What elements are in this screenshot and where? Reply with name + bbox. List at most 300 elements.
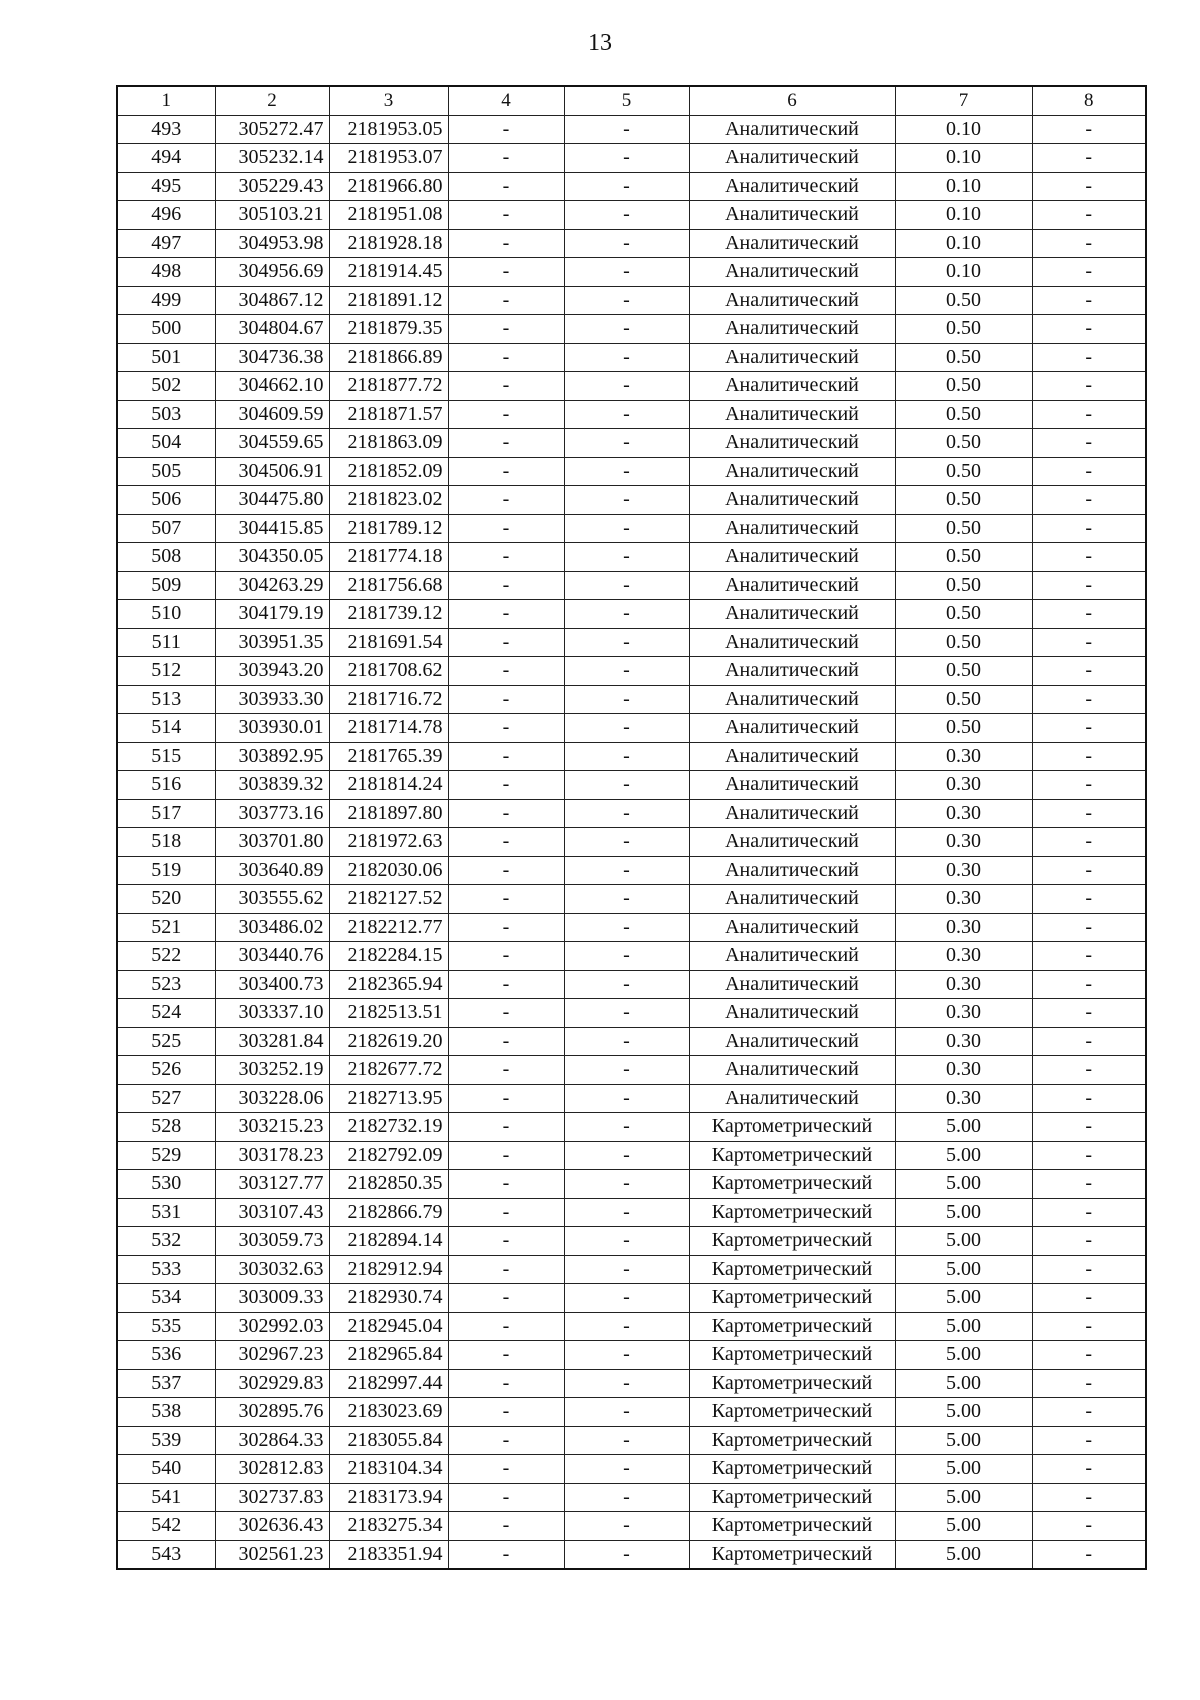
col8-cell: - bbox=[1032, 543, 1146, 572]
table-row bbox=[117, 1512, 1146, 1541]
accuracy-cell: 0.50 bbox=[895, 628, 1032, 657]
accuracy-cell: 0.30 bbox=[895, 999, 1032, 1028]
table-row bbox=[117, 1227, 1146, 1256]
x-coordinate-cell: 302737.83 bbox=[215, 1483, 329, 1512]
accuracy-cell: 5.00 bbox=[895, 1170, 1032, 1199]
col8-cell: - bbox=[1032, 1369, 1146, 1398]
col4-cell: - bbox=[448, 1312, 564, 1341]
col5-cell: - bbox=[564, 1369, 689, 1398]
col8-cell: - bbox=[1032, 1426, 1146, 1455]
col8-cell: - bbox=[1032, 1198, 1146, 1227]
y-coordinate-cell: 2182894.14 bbox=[329, 1227, 448, 1256]
method-cell: Аналитический bbox=[689, 315, 895, 344]
y-coordinate-cell: 2181863.09 bbox=[329, 429, 448, 458]
col8-cell: - bbox=[1032, 828, 1146, 857]
x-coordinate-cell: 302864.33 bbox=[215, 1426, 329, 1455]
col5-cell: - bbox=[564, 1113, 689, 1142]
header-cell: 3 bbox=[329, 86, 448, 115]
accuracy-cell: 0.30 bbox=[895, 942, 1032, 971]
method-cell: Аналитический bbox=[689, 942, 895, 971]
x-coordinate-cell: 303486.02 bbox=[215, 913, 329, 942]
x-coordinate-cell: 302636.43 bbox=[215, 1512, 329, 1541]
x-coordinate-cell: 303951.35 bbox=[215, 628, 329, 657]
accuracy-cell: 0.10 bbox=[895, 258, 1032, 287]
table-header-row bbox=[117, 86, 1146, 115]
col4-cell: - bbox=[448, 828, 564, 857]
x-coordinate-cell: 305229.43 bbox=[215, 172, 329, 201]
col5-cell: - bbox=[564, 628, 689, 657]
y-coordinate-cell: 2182513.51 bbox=[329, 999, 448, 1028]
col4-cell: - bbox=[448, 657, 564, 686]
method-cell: Аналитический bbox=[689, 115, 895, 144]
x-coordinate-cell: 303640.89 bbox=[215, 856, 329, 885]
table-row bbox=[117, 229, 1146, 258]
table-row bbox=[117, 1426, 1146, 1455]
table-row bbox=[117, 1284, 1146, 1313]
table-row bbox=[117, 1198, 1146, 1227]
col8-cell: - bbox=[1032, 343, 1146, 372]
accuracy-cell: 5.00 bbox=[895, 1255, 1032, 1284]
y-coordinate-cell: 2182713.95 bbox=[329, 1084, 448, 1113]
point-number-cell: 494 bbox=[117, 144, 215, 173]
method-cell: Аналитический bbox=[689, 1027, 895, 1056]
point-number-cell: 537 bbox=[117, 1369, 215, 1398]
table-row bbox=[117, 856, 1146, 885]
point-number-cell: 527 bbox=[117, 1084, 215, 1113]
col4-cell: - bbox=[448, 429, 564, 458]
y-coordinate-cell: 2181897.80 bbox=[329, 799, 448, 828]
col8-cell: - bbox=[1032, 1398, 1146, 1427]
col4-cell: - bbox=[448, 286, 564, 315]
col8-cell: - bbox=[1032, 229, 1146, 258]
table-row bbox=[117, 1540, 1146, 1569]
method-cell: Аналитический bbox=[689, 514, 895, 543]
x-coordinate-cell: 304736.38 bbox=[215, 343, 329, 372]
method-cell: Аналитический bbox=[689, 229, 895, 258]
col4-cell: - bbox=[448, 970, 564, 999]
point-number-cell: 518 bbox=[117, 828, 215, 857]
method-cell: Картометрический bbox=[689, 1540, 895, 1569]
table-row bbox=[117, 1084, 1146, 1113]
point-number-cell: 502 bbox=[117, 372, 215, 401]
method-cell: Аналитический bbox=[689, 714, 895, 743]
col5-cell: - bbox=[564, 970, 689, 999]
y-coordinate-cell: 2181866.89 bbox=[329, 343, 448, 372]
col5-cell: - bbox=[564, 799, 689, 828]
col8-cell: - bbox=[1032, 1113, 1146, 1142]
y-coordinate-cell: 2182732.19 bbox=[329, 1113, 448, 1142]
col5-cell: - bbox=[564, 714, 689, 743]
point-number-cell: 541 bbox=[117, 1483, 215, 1512]
method-cell: Картометрический bbox=[689, 1198, 895, 1227]
table-row bbox=[117, 970, 1146, 999]
accuracy-cell: 0.30 bbox=[895, 1056, 1032, 1085]
y-coordinate-cell: 2181877.72 bbox=[329, 372, 448, 401]
method-cell: Картометрический bbox=[689, 1170, 895, 1199]
y-coordinate-cell: 2183173.94 bbox=[329, 1483, 448, 1512]
x-coordinate-cell: 303215.23 bbox=[215, 1113, 329, 1142]
col8-cell: - bbox=[1032, 856, 1146, 885]
y-coordinate-cell: 2182365.94 bbox=[329, 970, 448, 999]
point-number-cell: 510 bbox=[117, 600, 215, 629]
y-coordinate-cell: 2182912.94 bbox=[329, 1255, 448, 1284]
col5-cell: - bbox=[564, 144, 689, 173]
point-number-cell: 540 bbox=[117, 1455, 215, 1484]
col4-cell: - bbox=[448, 115, 564, 144]
y-coordinate-cell: 2182945.04 bbox=[329, 1312, 448, 1341]
x-coordinate-cell: 302561.23 bbox=[215, 1540, 329, 1569]
x-coordinate-cell: 303892.95 bbox=[215, 742, 329, 771]
table-row bbox=[117, 144, 1146, 173]
method-cell: Аналитический bbox=[689, 913, 895, 942]
x-coordinate-cell: 303773.16 bbox=[215, 799, 329, 828]
table-row bbox=[117, 514, 1146, 543]
table-row bbox=[117, 628, 1146, 657]
x-coordinate-cell: 303337.10 bbox=[215, 999, 329, 1028]
accuracy-cell: 0.10 bbox=[895, 144, 1032, 173]
method-cell: Картометрический bbox=[689, 1426, 895, 1455]
accuracy-cell: 0.50 bbox=[895, 600, 1032, 629]
accuracy-cell: 0.10 bbox=[895, 115, 1032, 144]
col8-cell: - bbox=[1032, 885, 1146, 914]
y-coordinate-cell: 2182284.15 bbox=[329, 942, 448, 971]
x-coordinate-cell: 302812.83 bbox=[215, 1455, 329, 1484]
point-number-cell: 509 bbox=[117, 571, 215, 600]
x-coordinate-cell: 304475.80 bbox=[215, 486, 329, 515]
accuracy-cell: 0.50 bbox=[895, 429, 1032, 458]
table-row bbox=[117, 942, 1146, 971]
header-cell: 8 bbox=[1032, 86, 1146, 115]
point-number-cell: 536 bbox=[117, 1341, 215, 1370]
method-cell: Картометрический bbox=[689, 1113, 895, 1142]
col5-cell: - bbox=[564, 856, 689, 885]
method-cell: Аналитический bbox=[689, 429, 895, 458]
col4-cell: - bbox=[448, 1398, 564, 1427]
y-coordinate-cell: 2181756.68 bbox=[329, 571, 448, 600]
y-coordinate-cell: 2181914.45 bbox=[329, 258, 448, 287]
col5-cell: - bbox=[564, 1141, 689, 1170]
point-number-cell: 538 bbox=[117, 1398, 215, 1427]
method-cell: Аналитический bbox=[689, 571, 895, 600]
x-coordinate-cell: 303178.23 bbox=[215, 1141, 329, 1170]
point-number-cell: 496 bbox=[117, 201, 215, 230]
col4-cell: - bbox=[448, 457, 564, 486]
method-cell: Картометрический bbox=[689, 1369, 895, 1398]
accuracy-cell: 0.50 bbox=[895, 657, 1032, 686]
y-coordinate-cell: 2182792.09 bbox=[329, 1141, 448, 1170]
point-number-cell: 499 bbox=[117, 286, 215, 315]
col8-cell: - bbox=[1032, 799, 1146, 828]
col4-cell: - bbox=[448, 999, 564, 1028]
y-coordinate-cell: 2182127.52 bbox=[329, 885, 448, 914]
accuracy-cell: 5.00 bbox=[895, 1341, 1032, 1370]
col8-cell: - bbox=[1032, 942, 1146, 971]
accuracy-cell: 0.10 bbox=[895, 229, 1032, 258]
col5-cell: - bbox=[564, 1398, 689, 1427]
x-coordinate-cell: 304179.19 bbox=[215, 600, 329, 629]
col8-cell: - bbox=[1032, 913, 1146, 942]
x-coordinate-cell: 305272.47 bbox=[215, 115, 329, 144]
col4-cell: - bbox=[448, 571, 564, 600]
method-cell: Аналитический bbox=[689, 172, 895, 201]
col5-cell: - bbox=[564, 600, 689, 629]
y-coordinate-cell: 2183275.34 bbox=[329, 1512, 448, 1541]
table-row bbox=[117, 1113, 1146, 1142]
y-coordinate-cell: 2181789.12 bbox=[329, 514, 448, 543]
col4-cell: - bbox=[448, 1512, 564, 1541]
col5-cell: - bbox=[564, 1255, 689, 1284]
accuracy-cell: 0.50 bbox=[895, 571, 1032, 600]
x-coordinate-cell: 304662.10 bbox=[215, 372, 329, 401]
header-cell: 5 bbox=[564, 86, 689, 115]
point-number-cell: 529 bbox=[117, 1141, 215, 1170]
col8-cell: - bbox=[1032, 1284, 1146, 1313]
col4-cell: - bbox=[448, 343, 564, 372]
table-row bbox=[117, 400, 1146, 429]
x-coordinate-cell: 303281.84 bbox=[215, 1027, 329, 1056]
point-number-cell: 513 bbox=[117, 685, 215, 714]
col5-cell: - bbox=[564, 429, 689, 458]
table-row bbox=[117, 1341, 1146, 1370]
col5-cell: - bbox=[564, 1455, 689, 1484]
accuracy-cell: 0.50 bbox=[895, 543, 1032, 572]
col8-cell: - bbox=[1032, 429, 1146, 458]
col5-cell: - bbox=[564, 1341, 689, 1370]
col5-cell: - bbox=[564, 1227, 689, 1256]
y-coordinate-cell: 2181739.12 bbox=[329, 600, 448, 629]
col5-cell: - bbox=[564, 258, 689, 287]
col8-cell: - bbox=[1032, 1027, 1146, 1056]
col4-cell: - bbox=[448, 201, 564, 230]
x-coordinate-cell: 303440.76 bbox=[215, 942, 329, 971]
col8-cell: - bbox=[1032, 1084, 1146, 1113]
col4-cell: - bbox=[448, 1170, 564, 1199]
col5-cell: - bbox=[564, 543, 689, 572]
table-row bbox=[117, 543, 1146, 572]
point-number-cell: 503 bbox=[117, 400, 215, 429]
table-row bbox=[117, 457, 1146, 486]
x-coordinate-cell: 305232.14 bbox=[215, 144, 329, 173]
col4-cell: - bbox=[448, 856, 564, 885]
col5-cell: - bbox=[564, 372, 689, 401]
point-number-cell: 523 bbox=[117, 970, 215, 999]
col4-cell: - bbox=[448, 1540, 564, 1569]
col5-cell: - bbox=[564, 1284, 689, 1313]
col5-cell: - bbox=[564, 1483, 689, 1512]
table-row bbox=[117, 771, 1146, 800]
col5-cell: - bbox=[564, 343, 689, 372]
point-number-cell: 530 bbox=[117, 1170, 215, 1199]
y-coordinate-cell: 2183104.34 bbox=[329, 1455, 448, 1484]
x-coordinate-cell: 304956.69 bbox=[215, 258, 329, 287]
method-cell: Аналитический bbox=[689, 685, 895, 714]
col5-cell: - bbox=[564, 1198, 689, 1227]
col8-cell: - bbox=[1032, 628, 1146, 657]
x-coordinate-cell: 303107.43 bbox=[215, 1198, 329, 1227]
point-number-cell: 498 bbox=[117, 258, 215, 287]
point-number-cell: 516 bbox=[117, 771, 215, 800]
y-coordinate-cell: 2182619.20 bbox=[329, 1027, 448, 1056]
accuracy-cell: 0.30 bbox=[895, 856, 1032, 885]
col8-cell: - bbox=[1032, 486, 1146, 515]
x-coordinate-cell: 304609.59 bbox=[215, 400, 329, 429]
col4-cell: - bbox=[448, 685, 564, 714]
table-row bbox=[117, 913, 1146, 942]
point-number-cell: 512 bbox=[117, 657, 215, 686]
accuracy-cell: 5.00 bbox=[895, 1284, 1032, 1313]
point-number-cell: 515 bbox=[117, 742, 215, 771]
table-row bbox=[117, 1141, 1146, 1170]
col5-cell: - bbox=[564, 828, 689, 857]
col4-cell: - bbox=[448, 1284, 564, 1313]
accuracy-cell: 5.00 bbox=[895, 1512, 1032, 1541]
col4-cell: - bbox=[448, 514, 564, 543]
col5-cell: - bbox=[564, 1540, 689, 1569]
col4-cell: - bbox=[448, 742, 564, 771]
method-cell: Аналитический bbox=[689, 628, 895, 657]
y-coordinate-cell: 2181953.05 bbox=[329, 115, 448, 144]
header-cell: 1 bbox=[117, 86, 215, 115]
x-coordinate-cell: 304867.12 bbox=[215, 286, 329, 315]
col4-cell: - bbox=[448, 1084, 564, 1113]
col8-cell: - bbox=[1032, 1455, 1146, 1484]
y-coordinate-cell: 2182212.77 bbox=[329, 913, 448, 942]
method-cell: Аналитический bbox=[689, 856, 895, 885]
y-coordinate-cell: 2181966.80 bbox=[329, 172, 448, 201]
table-row bbox=[117, 115, 1146, 144]
point-number-cell: 495 bbox=[117, 172, 215, 201]
y-coordinate-cell: 2183023.69 bbox=[329, 1398, 448, 1427]
x-coordinate-cell: 303032.63 bbox=[215, 1255, 329, 1284]
point-number-cell: 525 bbox=[117, 1027, 215, 1056]
point-number-cell: 505 bbox=[117, 457, 215, 486]
table-row bbox=[117, 1255, 1146, 1284]
method-cell: Аналитический bbox=[689, 543, 895, 572]
col4-cell: - bbox=[448, 1198, 564, 1227]
point-number-cell: 533 bbox=[117, 1255, 215, 1284]
point-number-cell: 500 bbox=[117, 315, 215, 344]
header-cell: 2 bbox=[215, 86, 329, 115]
col8-cell: - bbox=[1032, 286, 1146, 315]
point-number-cell: 531 bbox=[117, 1198, 215, 1227]
col5-cell: - bbox=[564, 1170, 689, 1199]
method-cell: Аналитический bbox=[689, 970, 895, 999]
accuracy-cell: 0.50 bbox=[895, 315, 1032, 344]
col4-cell: - bbox=[448, 372, 564, 401]
col5-cell: - bbox=[564, 457, 689, 486]
accuracy-cell: 0.30 bbox=[895, 913, 1032, 942]
col8-cell: - bbox=[1032, 1255, 1146, 1284]
method-cell: Аналитический bbox=[689, 1084, 895, 1113]
col5-cell: - bbox=[564, 1512, 689, 1541]
accuracy-cell: 0.50 bbox=[895, 286, 1032, 315]
accuracy-cell: 0.30 bbox=[895, 1027, 1032, 1056]
col4-cell: - bbox=[448, 628, 564, 657]
accuracy-cell: 0.30 bbox=[895, 885, 1032, 914]
point-number-cell: 514 bbox=[117, 714, 215, 743]
x-coordinate-cell: 303252.19 bbox=[215, 1056, 329, 1085]
table-row bbox=[117, 1027, 1146, 1056]
method-cell: Картометрический bbox=[689, 1284, 895, 1313]
y-coordinate-cell: 2182866.79 bbox=[329, 1198, 448, 1227]
col4-cell: - bbox=[448, 1369, 564, 1398]
method-cell: Картометрический bbox=[689, 1398, 895, 1427]
table-row bbox=[117, 1483, 1146, 1512]
col5-cell: - bbox=[564, 657, 689, 686]
col4-cell: - bbox=[448, 1227, 564, 1256]
y-coordinate-cell: 2181691.54 bbox=[329, 628, 448, 657]
col8-cell: - bbox=[1032, 685, 1146, 714]
point-number-cell: 519 bbox=[117, 856, 215, 885]
col5-cell: - bbox=[564, 885, 689, 914]
col5-cell: - bbox=[564, 742, 689, 771]
accuracy-cell: 0.30 bbox=[895, 771, 1032, 800]
col8-cell: - bbox=[1032, 400, 1146, 429]
method-cell: Аналитический bbox=[689, 1056, 895, 1085]
point-number-cell: 508 bbox=[117, 543, 215, 572]
method-cell: Аналитический bbox=[689, 771, 895, 800]
col4-cell: - bbox=[448, 543, 564, 572]
y-coordinate-cell: 2182030.06 bbox=[329, 856, 448, 885]
y-coordinate-cell: 2181871.57 bbox=[329, 400, 448, 429]
table-row bbox=[117, 315, 1146, 344]
col4-cell: - bbox=[448, 885, 564, 914]
point-number-cell: 511 bbox=[117, 628, 215, 657]
accuracy-cell: 0.50 bbox=[895, 372, 1032, 401]
accuracy-cell: 0.50 bbox=[895, 343, 1032, 372]
point-number-cell: 542 bbox=[117, 1512, 215, 1541]
accuracy-cell: 0.50 bbox=[895, 486, 1032, 515]
table-row bbox=[117, 343, 1146, 372]
x-coordinate-cell: 303059.73 bbox=[215, 1227, 329, 1256]
col5-cell: - bbox=[564, 1426, 689, 1455]
col5-cell: - bbox=[564, 1056, 689, 1085]
col8-cell: - bbox=[1032, 315, 1146, 344]
col4-cell: - bbox=[448, 229, 564, 258]
method-cell: Картометрический bbox=[689, 1141, 895, 1170]
accuracy-cell: 0.50 bbox=[895, 714, 1032, 743]
x-coordinate-cell: 303933.30 bbox=[215, 685, 329, 714]
x-coordinate-cell: 303228.06 bbox=[215, 1084, 329, 1113]
table-body bbox=[117, 86, 1146, 1569]
method-cell: Аналитический bbox=[689, 657, 895, 686]
table-row bbox=[117, 1312, 1146, 1341]
method-cell: Аналитический bbox=[689, 799, 895, 828]
col4-cell: - bbox=[448, 1113, 564, 1142]
method-cell: Аналитический bbox=[689, 343, 895, 372]
point-number-cell: 539 bbox=[117, 1426, 215, 1455]
col4-cell: - bbox=[448, 172, 564, 201]
accuracy-cell: 0.50 bbox=[895, 685, 1032, 714]
col8-cell: - bbox=[1032, 1056, 1146, 1085]
col4-cell: - bbox=[448, 486, 564, 515]
col5-cell: - bbox=[564, 115, 689, 144]
accuracy-cell: 5.00 bbox=[895, 1369, 1032, 1398]
col5-cell: - bbox=[564, 400, 689, 429]
y-coordinate-cell: 2181774.18 bbox=[329, 543, 448, 572]
table-row bbox=[117, 201, 1146, 230]
col5-cell: - bbox=[564, 999, 689, 1028]
method-cell: Аналитический bbox=[689, 486, 895, 515]
col5-cell: - bbox=[564, 229, 689, 258]
y-coordinate-cell: 2181708.62 bbox=[329, 657, 448, 686]
page-number: 13 bbox=[588, 30, 612, 56]
y-coordinate-cell: 2182850.35 bbox=[329, 1170, 448, 1199]
col4-cell: - bbox=[448, 258, 564, 287]
accuracy-cell: 5.00 bbox=[895, 1455, 1032, 1484]
col8-cell: - bbox=[1032, 999, 1146, 1028]
header-cell: 6 bbox=[689, 86, 895, 115]
